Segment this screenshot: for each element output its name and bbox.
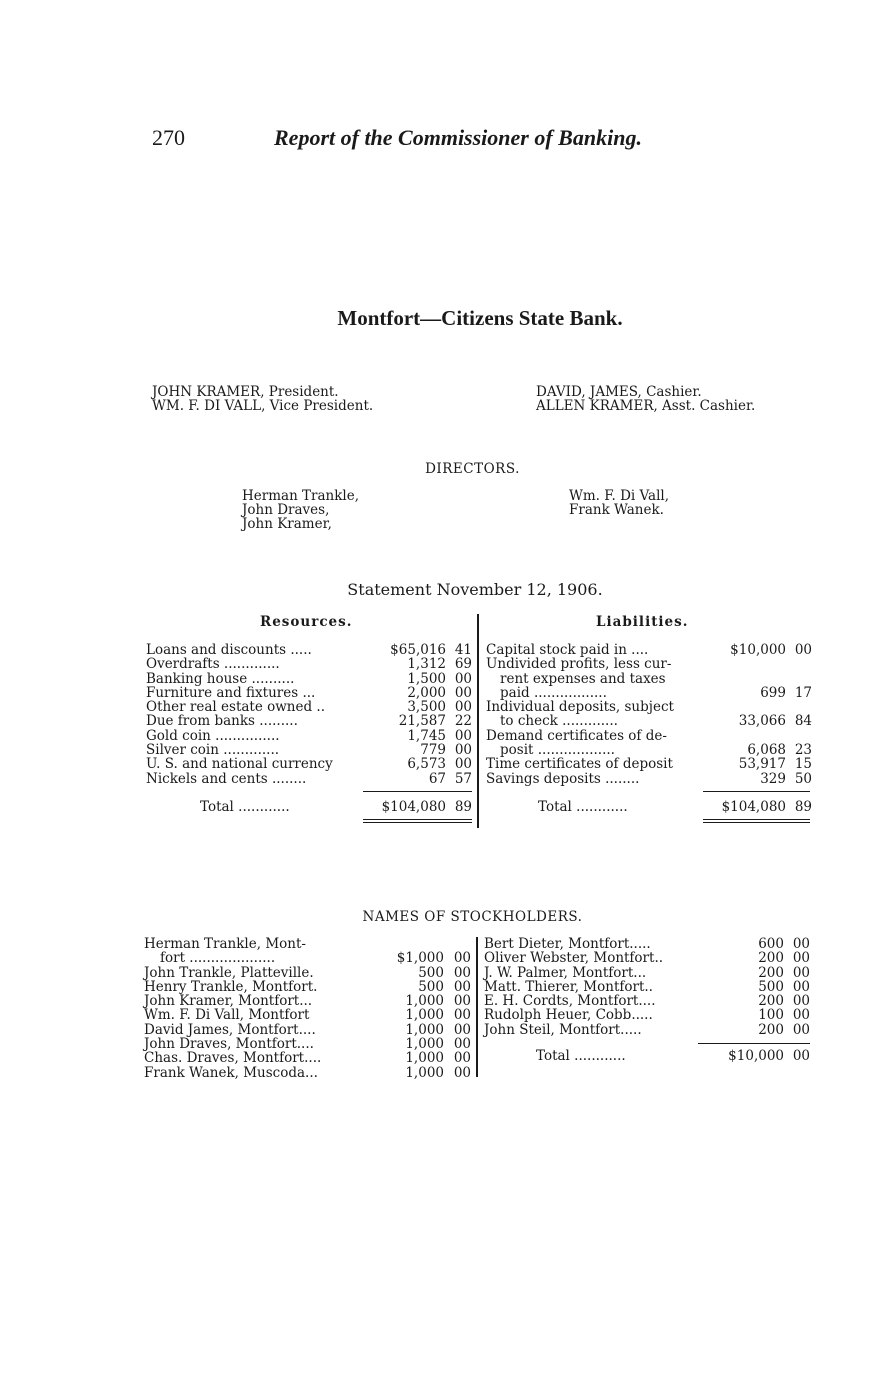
table-row (146, 729, 474, 743)
row-cents: 00 (454, 699, 472, 716)
row-dollars: 6,573 (407, 756, 446, 773)
row-cents: 00 (792, 978, 810, 995)
row-dollars: 33,066 (738, 713, 786, 730)
row-cents: 00 (792, 936, 810, 952)
row-cents: 00 (792, 1021, 810, 1038)
row-dollars: 200 (758, 1021, 784, 1038)
running-title: Report of the Commissioner of Banking. (274, 125, 642, 150)
row-cents: 00 (792, 964, 810, 981)
total-label: Total ............ (536, 1048, 626, 1064)
table-row (484, 1023, 812, 1037)
row-dollars: 53,917 (738, 756, 786, 773)
row-cents: 00 (453, 950, 471, 967)
row-cents: 69 (454, 656, 472, 673)
stockholders-left-table (144, 937, 474, 1080)
row-label: Savings deposits ........ (486, 770, 640, 787)
row-dollars: 500 (418, 978, 444, 995)
table-row (484, 980, 812, 994)
total-label: Total ............ (200, 799, 290, 815)
stockholders-heading: NAMES OF STOCKHOLDERS. (362, 909, 583, 925)
row-cents: 50 (794, 770, 812, 787)
total-cents: 00 (792, 1048, 810, 1064)
table-row (484, 1008, 812, 1022)
resources-total-row (146, 800, 474, 814)
row-label: Henry Trankle, Montfort. (144, 978, 318, 995)
row-cents: 00 (453, 1050, 471, 1067)
row-cents: 00 (454, 756, 472, 773)
total-cents: 89 (794, 799, 812, 815)
row-dollars: 200 (758, 964, 784, 981)
row-dollars: 500 (758, 978, 784, 995)
table-row (484, 951, 812, 965)
row-cents: 15 (794, 756, 812, 773)
statement-heading: Statement November 12, 1906. (347, 580, 603, 599)
row-cents: 00 (453, 1007, 471, 1024)
row-label: E. H. Cordts, Montfort.... (484, 993, 656, 1010)
row-cents: 00 (792, 993, 810, 1010)
row-label: Banking house .......... (146, 670, 295, 687)
total-cents: 89 (454, 799, 472, 815)
row-label: fort .................... (160, 950, 276, 967)
resources-subtotal-rule (363, 791, 472, 792)
row-label: Bert Dieter, Montfort..... (484, 936, 651, 952)
liabilities-table (486, 643, 814, 786)
table-row (486, 657, 814, 671)
table-row (146, 686, 474, 700)
total-dollars: $104,080 (381, 799, 446, 815)
table-row (486, 643, 814, 657)
row-dollars: 1,500 (407, 670, 446, 687)
liabilities-total-row (486, 800, 814, 814)
row-dollars: $65,016 (390, 642, 446, 658)
row-dollars: 1,000 (405, 1064, 444, 1081)
table-row (144, 1037, 474, 1051)
stockholders-right-table (484, 937, 812, 1037)
row-dollars: 779 (420, 742, 446, 759)
row-dollars: 699 (760, 684, 786, 701)
row-label: Individual deposits, subject (486, 699, 674, 716)
row-dollars: 1,000 (405, 993, 444, 1010)
row-label: U. S. and national currency (146, 756, 333, 773)
row-label: paid ................. (500, 684, 607, 701)
row-label: John Trankle, Platteville. (144, 964, 314, 981)
row-cents: 41 (454, 642, 472, 658)
table-row (144, 994, 474, 1008)
row-label: Silver coin ............. (146, 742, 280, 759)
table-row (486, 743, 814, 757)
row-dollars: 3,500 (407, 699, 446, 716)
table-row (146, 714, 474, 728)
table-row (146, 643, 474, 657)
row-dollars: 200 (758, 950, 784, 967)
row-dollars: 200 (758, 993, 784, 1010)
table-row (486, 700, 814, 714)
row-dollars: 1,000 (405, 1021, 444, 1038)
row-dollars: $10,000 (730, 642, 786, 658)
row-label: Gold coin ............... (146, 727, 280, 744)
row-cents: 84 (794, 713, 812, 730)
row-label: to check ............. (500, 713, 618, 730)
row-label: Time certificates of deposit (486, 756, 673, 773)
row-label: Nickels and cents ........ (146, 770, 307, 787)
row-dollars: 2,000 (407, 684, 446, 701)
row-cents: 00 (453, 964, 471, 981)
total-label: Total ............ (538, 799, 628, 815)
row-label: J. W. Palmer, Montfort... (484, 964, 647, 981)
row-dollars: 600 (758, 936, 784, 952)
table-row (144, 966, 474, 980)
row-label: Matt. Thierer, Montfort.. (484, 978, 653, 995)
resources-heading: Resources. (260, 614, 353, 630)
row-label: posit .................. (500, 742, 615, 759)
row-label: John Steil, Montfort..... (484, 1021, 642, 1038)
stockholders-column-divider (476, 937, 478, 1077)
total-dollars: $104,080 (721, 799, 786, 815)
row-cents: 00 (794, 642, 812, 658)
table-row (486, 672, 814, 686)
row-label: David James, Montfort.... (144, 1021, 316, 1038)
row-cents: 22 (454, 713, 472, 730)
row-dollars: 1,000 (405, 1050, 444, 1067)
officer-cashier: DAVID, JAMES, Cashier. (536, 384, 702, 400)
officer-vice-president: WM. F. DI VALL, Vice President. (152, 398, 374, 414)
row-dollars: 100 (758, 1007, 784, 1024)
bank-title: Montfort—Citizens State Bank. (337, 306, 623, 330)
officers-left (152, 385, 373, 413)
director-name: Herman Trankle, (242, 488, 360, 504)
stockholders-total-row (484, 1049, 812, 1063)
directors-heading: DIRECTORS. (425, 461, 520, 477)
page-number: 270 (152, 125, 185, 150)
table-row (146, 743, 474, 757)
total-dollars: $10,000 (728, 1048, 784, 1064)
director-name: John Draves, (242, 502, 330, 518)
row-label: Loans and discounts ..... (146, 642, 312, 658)
row-label: John Draves, Montfort.... (144, 1036, 314, 1053)
officer-asst-cashier: ALLEN KRAMER, Asst. Cashier. (536, 398, 756, 414)
row-label: Herman Trankle, Mont- (144, 936, 306, 952)
row-dollars: $1,000 (396, 950, 444, 967)
resources-total-double-rule (363, 819, 472, 823)
row-cents: 00 (454, 727, 472, 744)
row-label: Other real estate owned .. (146, 699, 326, 716)
table-row (486, 729, 814, 743)
statement-column-divider (477, 614, 479, 828)
row-cents: 57 (454, 770, 472, 787)
table-row (144, 1008, 474, 1022)
row-dollars: 1,312 (407, 656, 446, 673)
table-row (144, 1066, 474, 1080)
liabilities-total-double-rule (703, 819, 810, 823)
row-dollars: 1,745 (407, 727, 446, 744)
row-dollars: 21,587 (398, 713, 446, 730)
row-cents: 23 (794, 742, 812, 759)
director-name: Wm. F. Di Vall, (569, 488, 670, 504)
liabilities-heading: Liabilities. (596, 614, 689, 630)
directors-right (569, 489, 669, 517)
officer-president: JOHN KRAMER, President. (152, 384, 339, 400)
row-cents: 17 (794, 684, 812, 701)
row-dollars: 6,068 (747, 742, 786, 759)
row-label: Due from banks ......... (146, 713, 298, 730)
table-row (146, 657, 474, 671)
row-cents: 00 (453, 1036, 471, 1053)
row-dollars: 329 (760, 770, 786, 787)
row-cents: 00 (453, 1064, 471, 1081)
stockholders-total-rule (698, 1043, 810, 1044)
row-label: rent expenses and taxes (500, 670, 666, 687)
row-label: Capital stock paid in .... (486, 642, 649, 658)
row-cents: 00 (453, 993, 471, 1010)
row-label: Furniture and fixtures ... (146, 684, 316, 701)
director-name: Frank Wanek. (569, 502, 664, 518)
director-name: John Kramer, (242, 516, 332, 532)
table-row (486, 686, 814, 700)
row-dollars: 500 (418, 964, 444, 981)
row-label: John Kramer, Montfort... (144, 993, 313, 1010)
table-row (484, 937, 812, 951)
row-cents: 00 (454, 670, 472, 687)
row-label: Oliver Webster, Montfort.. (484, 950, 664, 967)
table-row (144, 1051, 474, 1065)
row-label: Demand certificates of de- (486, 727, 667, 744)
table-row (144, 980, 474, 994)
row-label: Undivided profits, less cur- (486, 656, 672, 673)
table-row (484, 994, 812, 1008)
table-row (146, 772, 474, 786)
table-row (146, 672, 474, 686)
liabilities-subtotal-rule (703, 791, 810, 792)
directors-left (242, 489, 359, 531)
row-cents: 00 (454, 742, 472, 759)
row-label: Overdrafts ............. (146, 656, 280, 673)
row-cents: 00 (792, 950, 810, 967)
table-row (484, 966, 812, 980)
table-row (146, 700, 474, 714)
row-cents: 00 (453, 978, 471, 995)
table-row (144, 951, 474, 965)
row-cents: 00 (792, 1007, 810, 1024)
row-dollars: 67 (428, 770, 446, 787)
table-row (486, 714, 814, 728)
row-label: Frank Wanek, Muscoda... (144, 1064, 318, 1081)
row-label: Rudolph Heuer, Cobb..... (484, 1007, 653, 1024)
row-cents: 00 (453, 1021, 471, 1038)
row-dollars: 1,000 (405, 1036, 444, 1053)
table-row (144, 1023, 474, 1037)
table-row (146, 757, 474, 771)
row-dollars: 1,000 (405, 1007, 444, 1024)
resources-table (146, 643, 474, 786)
table-row (486, 772, 814, 786)
table-row (144, 937, 474, 951)
row-label: Chas. Draves, Montfort.... (144, 1050, 322, 1067)
table-row (486, 757, 814, 771)
row-label: Wm. F. Di Vall, Montfort (144, 1007, 310, 1024)
row-cents: 00 (454, 684, 472, 701)
officers-right (536, 385, 755, 413)
